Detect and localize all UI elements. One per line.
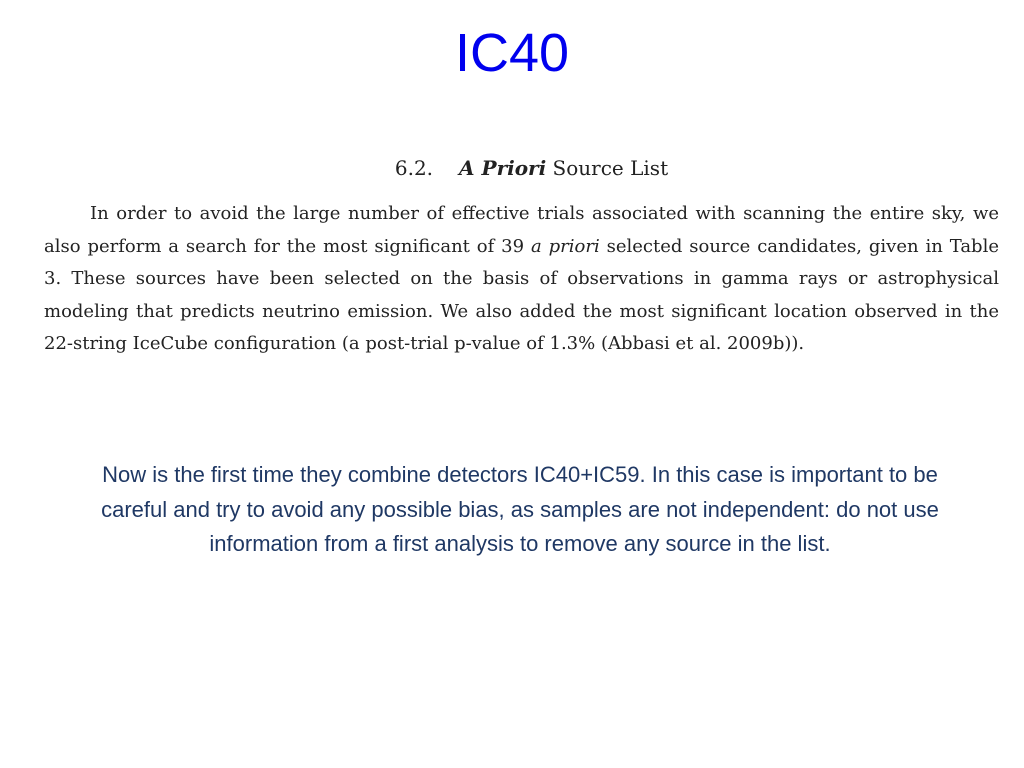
slide-title: IC40: [454, 23, 570, 83]
section-heading-text: Source List: [552, 156, 669, 180]
excerpt-text-italic: a priori: [531, 235, 600, 257]
paper-excerpt: [44, 148, 999, 361]
excerpt-paragraph: [44, 198, 999, 361]
excerpt-text-part1: In order to avoid the large number of effective trials associated with scanning the entire sky, we also perform a search for the most significant of 39: [44, 203, 999, 257]
section-number: 6.2.: [394, 156, 434, 180]
commentary-text: Now is the first time they combine detectors IC40+IC59. In this case is important to be careful and try to avoid any possible bias, as samples are not independent: do not use information from a first analysis to remove any source in the list.: [101, 462, 939, 556]
section-heading: [44, 148, 999, 188]
excerpt-text-part2: selected source candidates, given in Table 3. These sources have been selected on the basis of observations in gamma rays or astrophysical modeling that predicts neutrino emission. We also added the most significant location observed in the 22-string IceCube configuration (a post-trial p-value of 1.3% (Abbasi et al. 2009b)).: [44, 235, 999, 355]
section-heading-emphasis: A Priori: [459, 156, 547, 180]
